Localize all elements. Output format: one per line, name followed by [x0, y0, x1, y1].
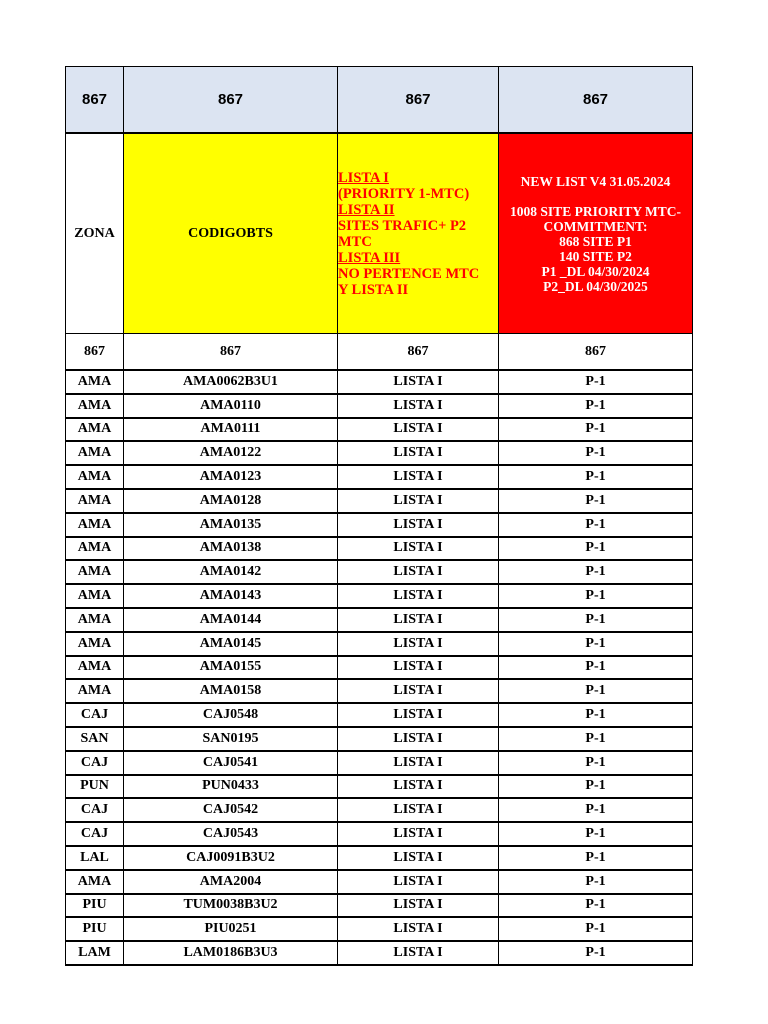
- lista-legend-line: SITES TRAFIC+ P2: [338, 217, 467, 234]
- lista-cell: LISTA I: [338, 513, 499, 537]
- priority-cell: P-1: [499, 798, 693, 822]
- codigo-bts-cell: AMA0135: [124, 513, 338, 537]
- zona-cell: LAM: [66, 941, 124, 965]
- table-row: [66, 917, 693, 941]
- zona-cell: AMA: [66, 632, 124, 656]
- priority-cell: P-1: [499, 822, 693, 846]
- codigo-bts-cell: AMA0155: [124, 656, 338, 680]
- new-list-note-line: P2_DL 04/30/2025: [543, 278, 648, 294]
- table-row: [66, 846, 693, 870]
- lista-cell: LISTA I: [338, 679, 499, 703]
- new-list-note-line: 1008 SITE PRIORITY MTC-: [510, 203, 681, 219]
- priority-cell: P-1: [499, 703, 693, 727]
- codigo-bts-cell: CAJ0091B3U2: [124, 846, 338, 870]
- lista-legend-line: (PRIORITY 1-MTC): [338, 185, 470, 202]
- zona-cell: AMA: [66, 656, 124, 680]
- number-cell: 867: [338, 334, 499, 371]
- codigo-bts-cell: AMA0138: [124, 537, 338, 561]
- codigo-bts-cell: TUM0038B3U2: [124, 894, 338, 918]
- lista-legend-line: NO PERTENCE MTC: [338, 265, 480, 282]
- lista-legend-line: Y LISTA II: [338, 281, 409, 298]
- table-row: [66, 632, 693, 656]
- zona-cell: CAJ: [66, 751, 124, 775]
- zona-cell: AMA: [66, 370, 124, 394]
- table-row: [66, 870, 693, 894]
- zona-cell: SAN: [66, 727, 124, 751]
- table-row: [66, 703, 693, 727]
- lista-legend-line: LISTA I: [338, 169, 389, 186]
- zona-cell: AMA: [66, 394, 124, 418]
- codigo-bts-cell: AMA0123: [124, 465, 338, 489]
- priority-cell: P-1: [499, 870, 693, 894]
- priority-cell: P-1: [499, 537, 693, 561]
- zona-cell: AMA: [66, 513, 124, 537]
- priority-cell: P-1: [499, 751, 693, 775]
- lista-legend-line: LISTA II: [338, 201, 395, 218]
- table-row: [66, 894, 693, 918]
- codigo-bts-cell: LAM0186B3U3: [124, 941, 338, 965]
- lista-cell: LISTA I: [338, 370, 499, 394]
- codigo-bts-cell: AMA0142: [124, 560, 338, 584]
- new-list-note-cell: [499, 133, 693, 334]
- table-row: [66, 513, 693, 537]
- codigo-bts-cell: AMA0062B3U1: [124, 370, 338, 394]
- lista-cell: LISTA I: [338, 632, 499, 656]
- table-row: [66, 441, 693, 465]
- lista-legend-line: LISTA III: [338, 249, 401, 266]
- zona-cell: AMA: [66, 608, 124, 632]
- zona-cell: AMA: [66, 441, 124, 465]
- priority-cell: P-1: [499, 370, 693, 394]
- lista-cell: LISTA I: [338, 608, 499, 632]
- priority-cell: P-1: [499, 775, 693, 799]
- zona-cell: PUN: [66, 775, 124, 799]
- lista-legend-cell: [338, 133, 499, 334]
- codigo-bts-cell: AMA0110: [124, 394, 338, 418]
- new-list-note-line: [499, 189, 692, 204]
- zona-cell: CAJ: [66, 798, 124, 822]
- table-row: [66, 394, 693, 418]
- table-row: [66, 537, 693, 561]
- zona-cell: LAL: [66, 846, 124, 870]
- table-row: [66, 489, 693, 513]
- zona-cell: CAJ: [66, 822, 124, 846]
- priority-cell: P-1: [499, 489, 693, 513]
- zona-cell: AMA: [66, 489, 124, 513]
- zona-cell: PIU: [66, 894, 124, 918]
- priority-cell: P-1: [499, 608, 693, 632]
- codigo-bts-cell: AMA0145: [124, 632, 338, 656]
- codigo-bts-cell: AMA0144: [124, 608, 338, 632]
- lista-cell: LISTA I: [338, 703, 499, 727]
- codigo-bts-cell: CAJ0541: [124, 751, 338, 775]
- codigo-bts-cell: CAJ0542: [124, 798, 338, 822]
- lista-cell: LISTA I: [338, 584, 499, 608]
- codigo-bts-cell: SAN0195: [124, 727, 338, 751]
- codigo-bts-cell: AMA2004: [124, 870, 338, 894]
- header-cell-lista: 867: [338, 67, 499, 134]
- table-row: [66, 679, 693, 703]
- table-row: [66, 751, 693, 775]
- new-list-note-line: 868 SITE P1: [559, 233, 632, 249]
- priority-cell: P-1: [499, 656, 693, 680]
- codigo-bts-cell: AMA0143: [124, 584, 338, 608]
- number-cell: 867: [66, 334, 124, 371]
- table-row: [66, 370, 693, 394]
- new-list-note-line: NEW LIST V4 31.05.2024: [520, 173, 671, 189]
- lista-cell: LISTA I: [338, 941, 499, 965]
- table-row: [66, 775, 693, 799]
- priority-cell: P-1: [499, 394, 693, 418]
- priority-cell: P-1: [499, 632, 693, 656]
- table-body: [66, 67, 693, 965]
- priority-cell: P-1: [499, 941, 693, 965]
- table-row: [66, 560, 693, 584]
- lista-cell: LISTA I: [338, 798, 499, 822]
- priority-cell: P-1: [499, 894, 693, 918]
- lista-cell: LISTA I: [338, 870, 499, 894]
- priority-cell: P-1: [499, 846, 693, 870]
- priority-cell: P-1: [499, 560, 693, 584]
- table-row: [66, 584, 693, 608]
- table-row: [66, 608, 693, 632]
- priority-cell: P-1: [499, 917, 693, 941]
- priority-cell: P-1: [499, 418, 693, 442]
- table-row: [66, 656, 693, 680]
- codigo-bts-cell: PUN0433: [124, 775, 338, 799]
- zona-cell: AMA: [66, 584, 124, 608]
- codigo-bts-cell: AMA0128: [124, 489, 338, 513]
- table-row: [66, 822, 693, 846]
- header-cell-zona: 867: [66, 67, 124, 134]
- lista-cell: LISTA I: [338, 537, 499, 561]
- header-row: [66, 67, 693, 134]
- codigo-bts-cell: PIU0251: [124, 917, 338, 941]
- lista-cell: LISTA I: [338, 394, 499, 418]
- priority-cell: P-1: [499, 727, 693, 751]
- codigobts-title-cell: CODIGOBTS: [124, 133, 338, 334]
- priority-cell: P-1: [499, 465, 693, 489]
- lista-cell: LISTA I: [338, 465, 499, 489]
- lista-cell: LISTA I: [338, 441, 499, 465]
- header-cell-priority: 867: [499, 67, 693, 134]
- lista-cell: LISTA I: [338, 727, 499, 751]
- zona-cell: AMA: [66, 560, 124, 584]
- lista-cell: LISTA I: [338, 751, 499, 775]
- lista-legend-line: MTC: [338, 233, 372, 250]
- lista-cell: LISTA I: [338, 894, 499, 918]
- title-row: [66, 133, 693, 334]
- priority-cell: P-1: [499, 513, 693, 537]
- priority-sites-table: [65, 66, 693, 966]
- new-list-note-line: P1 _DL 04/30/2024: [541, 263, 650, 279]
- lista-cell: LISTA I: [338, 775, 499, 799]
- codigo-bts-cell: AMA0122: [124, 441, 338, 465]
- lista-cell: LISTA I: [338, 822, 499, 846]
- codigo-bts-cell: CAJ0548: [124, 703, 338, 727]
- zona-cell: CAJ: [66, 703, 124, 727]
- lista-cell: LISTA I: [338, 917, 499, 941]
- codigo-bts-cell: AMA0111: [124, 418, 338, 442]
- table-row: [66, 465, 693, 489]
- header-cell-codigo: 867: [124, 67, 338, 134]
- zona-cell: AMA: [66, 537, 124, 561]
- priority-cell: P-1: [499, 679, 693, 703]
- lista-cell: LISTA I: [338, 418, 499, 442]
- number-row: [66, 334, 693, 371]
- table-row: [66, 727, 693, 751]
- number-cell: 867: [499, 334, 693, 371]
- table-row: [66, 798, 693, 822]
- lista-cell: LISTA I: [338, 846, 499, 870]
- zona-cell: PIU: [66, 917, 124, 941]
- priority-cell: P-1: [499, 584, 693, 608]
- codigo-bts-cell: AMA0158: [124, 679, 338, 703]
- zona-cell: AMA: [66, 465, 124, 489]
- new-list-note-line: COMMITMENT:: [543, 218, 648, 234]
- lista-cell: LISTA I: [338, 560, 499, 584]
- lista-cell: LISTA I: [338, 656, 499, 680]
- zona-cell: AMA: [66, 418, 124, 442]
- zona-cell: AMA: [66, 870, 124, 894]
- zona-title-cell: ZONA: [66, 133, 124, 334]
- table-row: [66, 418, 693, 442]
- priority-cell: P-1: [499, 441, 693, 465]
- lista-cell: LISTA I: [338, 489, 499, 513]
- table-row: [66, 941, 693, 965]
- number-cell: 867: [124, 334, 338, 371]
- codigo-bts-cell: CAJ0543: [124, 822, 338, 846]
- zona-cell: AMA: [66, 679, 124, 703]
- new-list-note-line: 140 SITE P2: [559, 248, 632, 264]
